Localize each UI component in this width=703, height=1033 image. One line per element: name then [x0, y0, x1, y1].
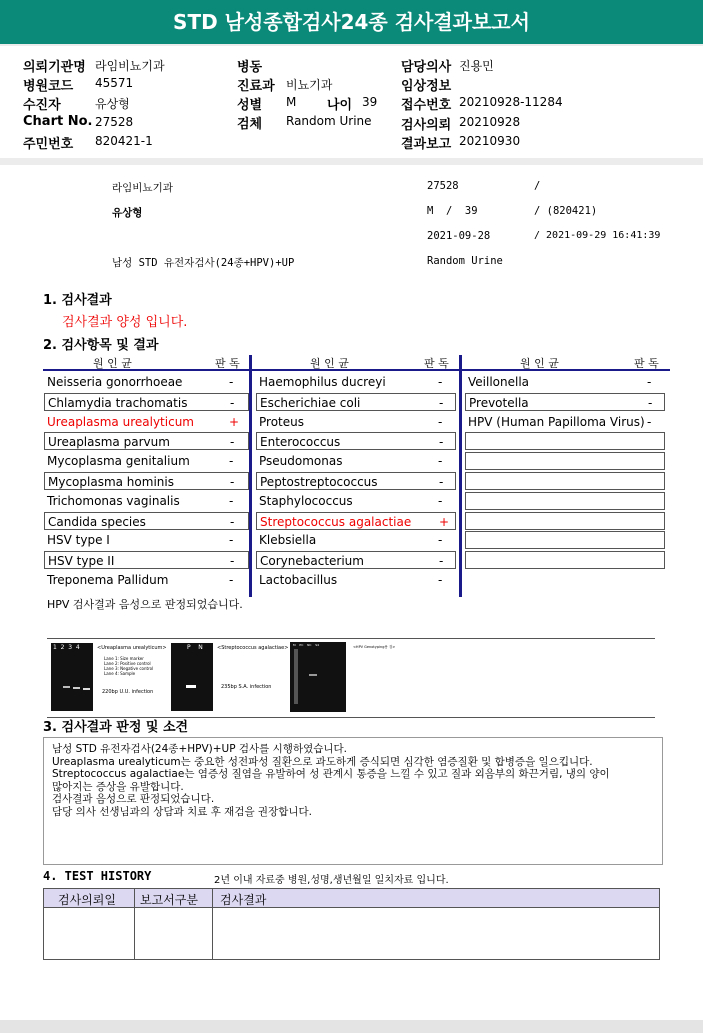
- result-row: [465, 373, 665, 391]
- organism-result: -: [229, 573, 234, 587]
- col2-head-name: 원 인 균: [310, 357, 349, 370]
- gel-legend-line: Lane 2: Positive control: [104, 661, 151, 666]
- organism-result: -: [229, 454, 234, 469]
- result-row: [256, 531, 456, 549]
- label-patient: 수진자: [23, 98, 61, 113]
- finding-line: 검사결과 음성으로 판정되었습니다.: [52, 793, 215, 805]
- gel-images: [47, 638, 655, 718]
- result-row: [465, 452, 665, 470]
- report-body: [0, 165, 703, 1020]
- organism-name: Treponema Pallidum: [47, 573, 169, 587]
- organism-result: -: [229, 533, 234, 548]
- organism-result: -: [648, 395, 653, 410]
- overall-result: 검사결과 양성 입니다.: [62, 315, 188, 330]
- value-doctor: 진용민: [459, 59, 494, 73]
- info-resident: / (820421): [534, 205, 598, 217]
- result-row: [44, 452, 249, 470]
- history-note: 2년 이내 자료중 병원,성명,생년월일 일치자료 입니다.: [214, 875, 449, 886]
- label-clinical-info: 임상정보: [401, 79, 452, 94]
- col1-head-result: 판 독: [215, 357, 240, 370]
- value-department: 비뇨기과: [286, 78, 333, 92]
- organism-result: -: [439, 435, 444, 450]
- organism-name: Corynebacterium: [260, 554, 364, 569]
- gel1-band-label: 220bp U.U. infection: [102, 689, 154, 695]
- result-row: [44, 472, 249, 490]
- findings-box: [43, 737, 663, 865]
- organism-result: -: [230, 554, 235, 569]
- organism-result: -: [438, 414, 443, 429]
- label-chart-no: Chart No.: [23, 114, 93, 129]
- result-row: [256, 413, 456, 431]
- info-test-name: 남성 STD 유전자검사(24종+HPV)+UP: [112, 257, 295, 269]
- finding-line: Ureaplasma urealyticum는 중요한 성전파성 질환으로 과도하게 증식되면 심각한 염증질환 및 합병증을 일으킵니다.: [52, 755, 593, 768]
- result-row: [44, 571, 249, 589]
- result-row: [44, 393, 249, 411]
- gel3-lane-labels: M PC NC S4: [293, 643, 320, 647]
- col3-head-name: 원 인 균: [520, 357, 559, 370]
- label-specimen: 검체: [237, 117, 263, 132]
- organism-result: -: [439, 475, 444, 489]
- col3-header: [462, 355, 670, 371]
- finding-line: Streptococcus agalactiae는 염증성 질염을 유발하여 성 관계시 통증을 느낄 수 있고 질과 외음부의 화끈거림, 냉의 양이: [52, 768, 610, 780]
- label-report-date: 결과보고: [401, 137, 452, 152]
- result-row: [256, 492, 456, 510]
- organism-name: Haemophilus ducreyi: [259, 375, 386, 389]
- result-row: [256, 432, 456, 450]
- organism-name: Staphylococcus: [259, 493, 353, 508]
- organism-name: HSV type II: [48, 554, 115, 569]
- organism-result: -: [230, 514, 235, 529]
- organism-name: Candida species: [48, 514, 146, 529]
- result-row: [465, 512, 665, 530]
- section2-title: 2. 검사항목 및 결과: [43, 338, 159, 353]
- organism-result: -: [230, 395, 235, 410]
- result-row: [44, 373, 249, 391]
- gel2-band-label: 235bp S.A. infection: [221, 684, 272, 690]
- organism-name: Enterococcus: [260, 435, 341, 450]
- result-row: [256, 393, 456, 411]
- organism-name: Trichomonas vaginalis: [47, 493, 180, 508]
- info-name: 유상형: [112, 207, 143, 219]
- result-row: [465, 413, 665, 431]
- result-row: [256, 472, 456, 490]
- history-col-report-type: 보고서구분: [140, 893, 198, 907]
- result-row: [256, 452, 456, 470]
- result-row: [44, 512, 249, 530]
- value-report-date: 20210930: [459, 134, 521, 148]
- finding-line: 많아지는 증상을 유발합니다.: [52, 780, 184, 793]
- result-row: [465, 393, 665, 411]
- history-table: [43, 888, 660, 960]
- gel-legend-line: Lane 4: Sample: [104, 671, 136, 676]
- value-sex: M: [286, 95, 297, 109]
- organism-result: -: [438, 375, 443, 389]
- result-row: [256, 512, 456, 530]
- organism-result: -: [438, 573, 443, 587]
- organism-name: Peptostreptococcus: [260, 475, 378, 489]
- organism-name: Chlamydia trachomatis: [48, 395, 188, 410]
- gel2-lane-labels: P N: [187, 644, 203, 651]
- finding-line: 담당 의사 선생님과의 상담과 치료 후 재검을 권장합니다.: [52, 805, 312, 818]
- organism-name: Mycoplasma genitalium: [47, 454, 190, 469]
- result-row: [465, 432, 665, 450]
- organism-result: -: [439, 554, 444, 569]
- organism-result: -: [230, 435, 235, 450]
- column-divider: [459, 355, 462, 597]
- info-request-date: 2021-09-28: [427, 230, 491, 242]
- info-chart: 27528: [427, 180, 459, 192]
- value-age: 39: [362, 95, 378, 109]
- organism-name: Mycoplasma hominis: [48, 475, 174, 489]
- organism-name: Prevotella: [469, 395, 529, 410]
- value-resident-no: 820421-1: [95, 134, 153, 148]
- value-specimen: Random Urine: [286, 114, 372, 128]
- label-age: 나이: [327, 98, 353, 113]
- value-receipt-no: 20210928-11284: [459, 95, 563, 109]
- gel-legend-line: Lane 1: Size marker: [104, 656, 144, 661]
- result-row: [465, 472, 665, 490]
- result-row: [44, 432, 249, 450]
- result-row: [44, 413, 249, 431]
- finding-line: 남성 STD 유전자검사(24종+HPV)+UP 검사를 시행하였습니다.: [52, 743, 348, 755]
- result-row: [465, 531, 665, 549]
- value-institution: 라임비뇨기과: [95, 59, 165, 73]
- organism-result: -: [438, 454, 443, 469]
- gel1-legend: [104, 656, 153, 676]
- gel2-title: <Streptococcus agalactiae>: [217, 645, 289, 651]
- label-ward: 병동: [237, 60, 263, 75]
- label-hospital-code: 병원코드: [23, 79, 74, 94]
- organism-result: -: [230, 475, 235, 489]
- result-row: [256, 551, 456, 569]
- organism-name: Lactobacillus: [259, 573, 338, 587]
- result-row: [44, 551, 249, 569]
- organism-name: Pseudomonas: [259, 454, 343, 469]
- col1-header: [43, 355, 249, 371]
- organism-name: Proteus: [259, 414, 304, 429]
- section4-title: 4. TEST HISTORY: [43, 869, 152, 883]
- col2-head-result: 판 독: [424, 357, 449, 370]
- organism-name: Streptococcus agalactiae: [260, 514, 412, 529]
- organism-name: Klebsiella: [259, 533, 317, 548]
- gel-legend-line: Lane 3: Negative control: [104, 666, 154, 671]
- organism-result: -: [647, 375, 652, 389]
- result-row: [465, 492, 665, 510]
- value-chart-no: 27528: [95, 115, 134, 129]
- organism-result: -: [647, 414, 652, 429]
- result-row: [44, 492, 249, 510]
- column-divider: [249, 355, 252, 597]
- hpv-note: HPV 검사결과 음성으로 판정되었습니다.: [47, 598, 243, 611]
- col1-head-name: 원 인 균: [93, 357, 132, 370]
- section1-title: 1. 검사결과: [43, 293, 112, 308]
- info-specimen: Random Urine: [427, 255, 503, 267]
- label-sex: 성별: [237, 98, 263, 113]
- organism-name: HSV type I: [47, 533, 110, 548]
- organism-result: -: [439, 395, 444, 410]
- col2-header: [252, 355, 459, 371]
- organism-name: Ureaplasma parvum: [48, 435, 170, 450]
- value-patient: 유상형: [95, 97, 130, 111]
- organism-result: +: [229, 414, 240, 429]
- info-report-datetime: / 2021-09-29 16:41:39: [534, 230, 661, 241]
- organism-name: Neisseria gonorrhoeae: [47, 375, 183, 389]
- organism-result: -: [438, 533, 443, 548]
- patient-header: [0, 46, 703, 158]
- section3-title: 3. 검사결과 판정 및 소견: [43, 720, 189, 735]
- organism-name: Ureaplasma urealyticum: [47, 414, 194, 429]
- gel1-lane-labels: 1 2 3 4: [53, 644, 80, 651]
- gel3-title: <HPV Genotyping용 검>: [353, 645, 396, 649]
- value-hospital-code: 45571: [95, 76, 134, 90]
- organism-name: Escherichiae coli: [260, 395, 361, 410]
- result-row: [465, 551, 665, 569]
- label-request-date: 검사의뢰: [401, 118, 452, 133]
- value-request-date: 20210928: [459, 115, 521, 129]
- organism-result: -: [438, 493, 443, 508]
- history-col-request-date: 검사의뢰일: [58, 893, 116, 907]
- organism-name: Veillonella: [468, 375, 530, 389]
- label-institution: 의뢰기관명: [23, 60, 86, 75]
- result-row: [256, 373, 456, 391]
- col3-head-result: 판 독: [634, 357, 659, 370]
- result-row: [256, 571, 456, 589]
- bottom-bar: [0, 1020, 703, 1033]
- label-receipt-no: 접수번호: [401, 98, 452, 113]
- report-title: STD 남성종합검사24종 검사결과보고서: [0, 0, 703, 44]
- organism-result: -: [229, 375, 234, 389]
- label-resident-no: 주민번호: [23, 137, 74, 152]
- label-department: 진료과: [237, 79, 275, 94]
- label-doctor: 담당의사: [401, 60, 452, 75]
- info-clinic: 라임비뇨기과: [112, 182, 173, 194]
- result-row: [44, 531, 249, 549]
- info-slash: /: [534, 180, 541, 192]
- history-col-result: 검사결과: [220, 893, 267, 907]
- gel1-title: <Ureaplasma urealyticum>: [97, 645, 167, 651]
- info-sex-age: M / 39: [427, 205, 478, 217]
- organism-result: +: [439, 514, 450, 529]
- organism-name: HPV (Human Papilloma Virus): [468, 414, 645, 429]
- organism-result: -: [229, 493, 234, 508]
